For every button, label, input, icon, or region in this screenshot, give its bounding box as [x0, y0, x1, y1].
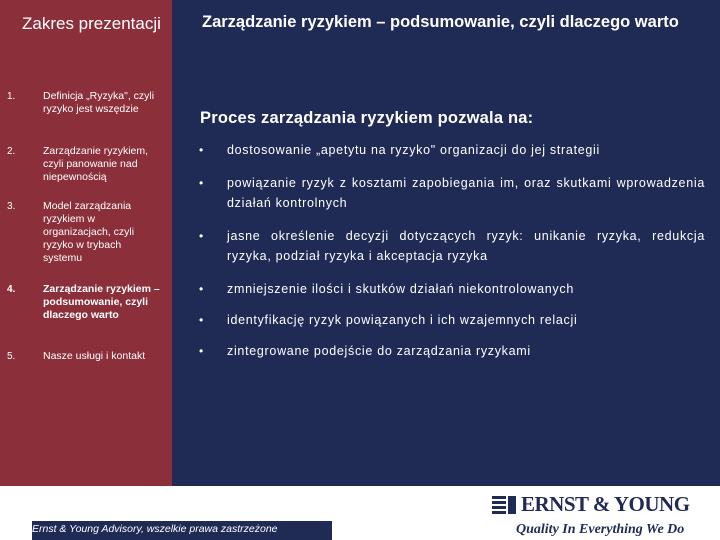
agenda-label: Zarządzanie ryzykiem, czyli panowanie nad niepewnością — [43, 145, 149, 183]
logo-tagline: Quality In Everything We Do — [516, 522, 685, 537]
sidebar-title: Zakres prezentacji — [22, 14, 161, 33]
agenda-label: Nasze usługi i kontakt — [43, 350, 146, 362]
page-number: 17 — [70, 498, 83, 510]
bullet-icon: • — [199, 229, 204, 243]
agenda-number: 4. — [7, 284, 16, 295]
agenda-label: Definicja „Ryzyka", czyli ryzyko jest wszędzie — [43, 90, 155, 115]
bullet-icon: • — [199, 282, 204, 296]
ey-logo-icon — [492, 495, 518, 515]
bullet-text: identyfikację ryzyk powiązanych i ich wzajemnych relacji — [227, 313, 578, 327]
company-logo — [490, 489, 720, 540]
copyright-text: Ernst & Young Advisory, wszelkie prawa zastrzeżone — [32, 521, 332, 540]
bullet-text: dostosowanie „apetytu na ryzyko" organizacji do jej strategii — [227, 143, 601, 157]
agenda-label: Model zarządzania ryzykiem w organizacjach, czyli ryzyko w trybach systemu — [43, 200, 135, 264]
agenda-number: 5. — [7, 351, 16, 362]
bullet-icon: • — [199, 313, 204, 327]
bullet-icon: • — [199, 344, 204, 358]
bullet-text: zmniejszenie ilości i skutków działań niekontrolowanych — [227, 282, 574, 296]
agenda-label: Zarządzanie ryzykiem – podsumowanie, czyli dlaczego warto — [43, 283, 160, 321]
slide-title: Zarządzanie ryzykiem – podsumowanie, czyli dlaczego warto — [202, 13, 679, 31]
bullet-text: powiązanie ryzyk z kosztami zapobiegania im, oraz skutkami wprowadzenia działań kontrolnych — [227, 176, 705, 210]
bullet-text: jasne określenie decyzji dotyczących ryzyk: unikanie ryzyka, redukcja ryzyka, podział ryzyka i akceptacja ryzyka — [227, 229, 705, 263]
logo-wordmark: ERNST & YOUNG — [521, 492, 690, 516]
section-heading: Proces zarządzania ryzykiem pozwala na: — [200, 109, 534, 127]
agenda-number: 3. — [7, 201, 16, 212]
agenda-number: 1. — [7, 91, 16, 102]
agenda-number: 2. — [7, 146, 16, 157]
bullet-text: zintegrowane podejście do zarządzania ryzykami — [227, 344, 531, 358]
bullet-icon: • — [199, 143, 204, 157]
bullet-icon: • — [199, 176, 204, 190]
